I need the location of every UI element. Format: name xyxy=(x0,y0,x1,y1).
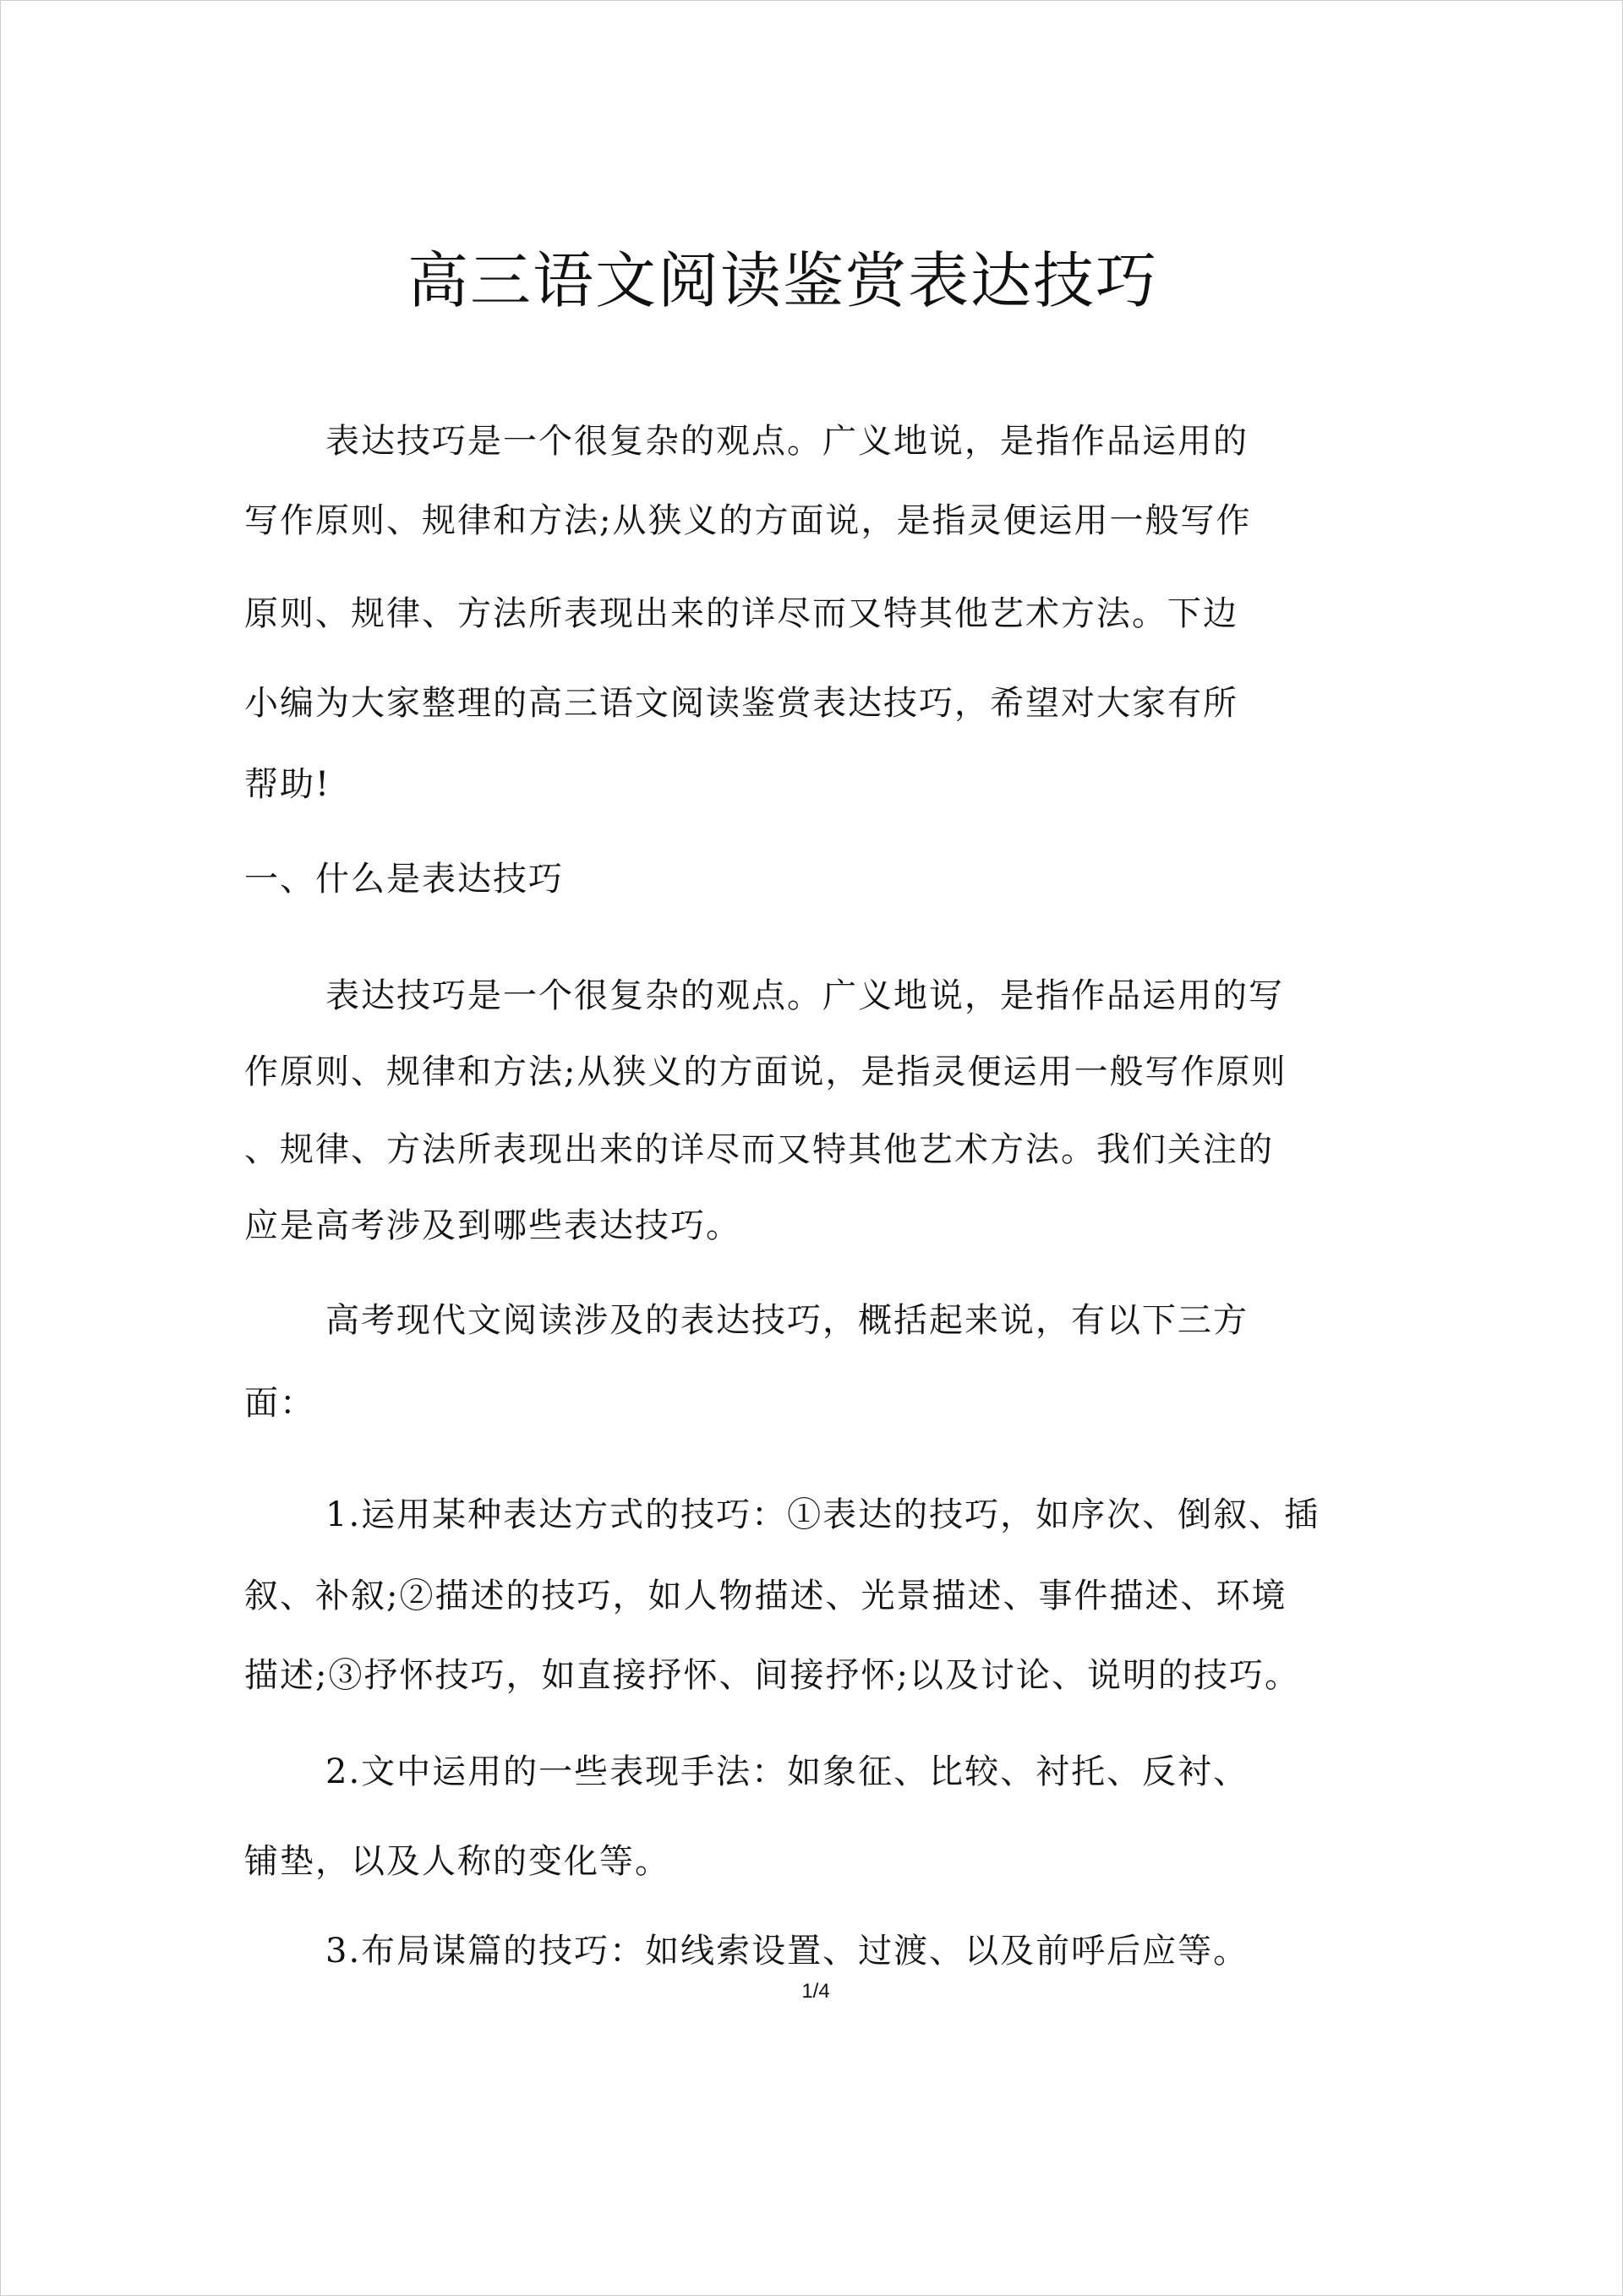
paragraph-line: 帮助! xyxy=(244,765,331,804)
paragraph-line: 表达技巧是一个很复杂的观点。广义地说，是指作品运用的写 xyxy=(325,976,1284,1015)
list-item-line: 描述;③抒怀技巧，如直接抒怀、间接抒怀;以及讨论、说明的技巧。 xyxy=(244,1656,1300,1695)
paragraph-line: 表达技巧是一个很复杂的观点。广义地说，是指作品运用的 xyxy=(325,422,1249,461)
document-title: 高三语文阅读鉴赏表达技巧 xyxy=(407,245,1158,316)
paragraph-line: 高考现代文阅读涉及的表达技巧，概括起来说，有以下三方 xyxy=(325,1301,1249,1340)
paragraph-line: 原则、规律、方法所表现出来的详尽而又特其他艺术方法。下边 xyxy=(244,594,1238,633)
list-item-line: 3.布局谋篇的技巧：如线索设置、过渡、以及前呼后应等。 xyxy=(325,1932,1249,1971)
list-item-line: 叙、补叙;②描述的技巧，如人物描述、光景描述、事件描述、环境 xyxy=(244,1577,1287,1615)
paragraph-line: 小编为大家整理的高三语文阅读鉴赏表达技巧，希望对大家有所 xyxy=(244,684,1238,723)
paragraph-line: 写作原则、规律和方法;从狭义的方面说，是指灵便运用一般写作 xyxy=(244,501,1252,540)
page-number: 1/4 xyxy=(801,1980,830,2003)
paragraph-line: 、规律、方法所表现出来的详尽而又特其他艺术方法。我们关注的 xyxy=(244,1130,1274,1169)
paragraph-line: 应是高考涉及到哪些表达技巧。 xyxy=(244,1206,741,1245)
section-heading: 一、什么是表达技巧 xyxy=(244,860,564,899)
paragraph-line: 作原则、规律和方法;从狭义的方面说，是指灵便运用一般写作原则 xyxy=(244,1052,1287,1091)
list-item-line: 1.运用某种表达方式的技巧：①表达的技巧，如序次、倒叙、插 xyxy=(325,1495,1320,1534)
list-item-line: 2.文中运用的一些表现手法：如象征、比较、衬托、反衬、 xyxy=(325,1752,1249,1791)
list-item-line: 铺垫，以及人称的变化等。 xyxy=(244,1842,670,1881)
paragraph-line: 面： xyxy=(244,1384,315,1423)
